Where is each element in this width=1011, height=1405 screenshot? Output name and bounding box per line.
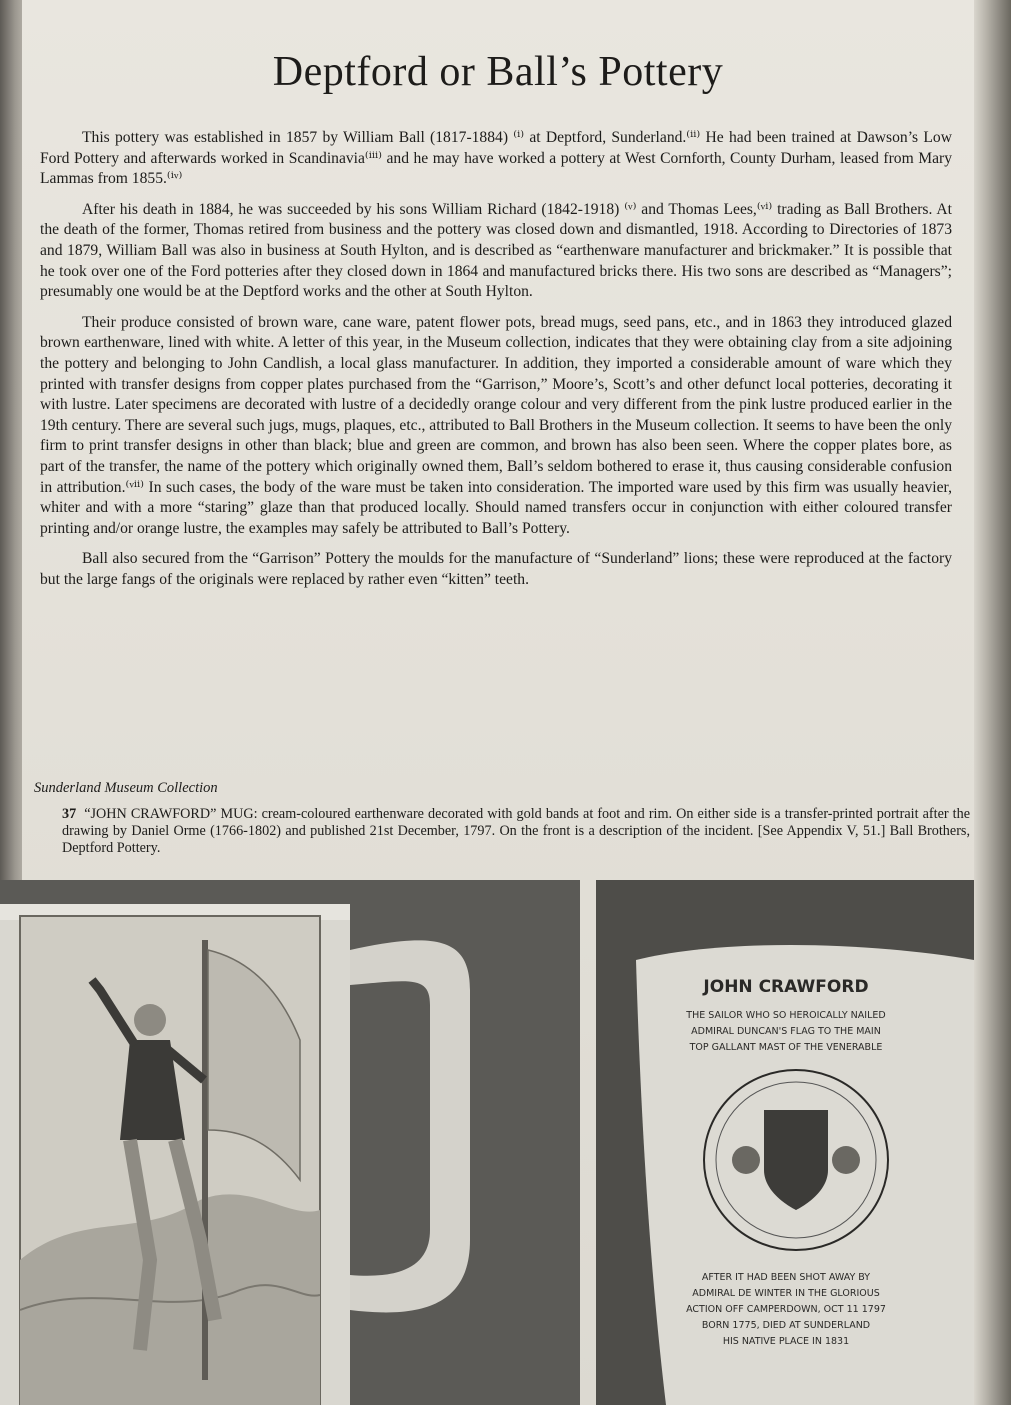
mug-portrait-illustration bbox=[0, 880, 580, 1405]
paragraph-1: This pottery was established in 1857 by William Ball (1817-1884) ⁽ⁱ⁾ at Deptford, Sunderland.⁽ⁱⁱ⁾ He had been trained at Dawson’s Low Ford Pottery and afterwards worked in Scandinavia⁽ⁱⁱⁱ⁾ and he may have worked a pottery at West Cornforth, County Durham, leased from Mary Lammas from 1855.⁽ⁱᵛ⁾ bbox=[40, 129, 952, 188]
mug-bottom-line-5: HIS NATIVE PLACE IN 1831 bbox=[722, 1336, 850, 1347]
mug-inscription-illustration bbox=[596, 880, 974, 1405]
paragraph-4: Ball also secured from the “Garrison” Pottery the moulds for the manufacture of “Sunderland” lions; these were reproduced at the factory but the large fangs of the originals were replaced by rather even “kitten” teeth. bbox=[40, 550, 952, 588]
mug-top-line-3: TOP GALLANT MAST OF THE VENERABLE bbox=[689, 1042, 883, 1053]
body-text bbox=[40, 128, 952, 600]
figure-caption bbox=[62, 806, 970, 857]
paragraph-2: After his death in 1884, he was succeeded by his sons William Richard (1842-1918) ⁽ᵛ⁾ and Thomas Lees,⁽ᵛⁱ⁾ trading as Ball Brothers. At the death of the former, Thomas retired from business and the pottery was closed down and dismantled, 1918. According to Directories of 1873 and 1879, William Ball was also in business at South Hylton, and is described as “earthenware manufacturer and brickmaker.” It is possible that he took over one of the Ford potteries after they closed down in 1864 and manufactured bricks there. His two sons are described as “Managers”; presumably one would be at the Deptford works and the other at South Hylton. bbox=[40, 200, 952, 301]
mug-bottom-line-1: AFTER IT HAD BEEN SHOT AWAY BY bbox=[701, 1272, 871, 1283]
paragraph-3: Their produce consisted of brown ware, cane ware, patent flower pots, bread mugs, seed pans, etc., and in 1863 they introduced glazed brown earthenware, lined with white. A letter of this year, in the Museum collection, indicates that they were obtaining clay from a site adjoining the pottery and belonging to John Candlish, a local glass manufacturer. In addition, they imported a considerable amount of ware which they printed with transfer designs from copper plates purchased from the “Garrison,” Moore’s, Scott’s and other defunct local potteries, decorating it with lustre. Later specimens are decorated with lustre of a decidedly orange colour and very different from the pink lustre produced earlier in the 19th century. There are several such jugs, mugs, plaques, etc., attributed to Ball Brothers in the Museum collection. It seems to have been the only firm to print transfer designs in other than black; blue and green are common, and brown has also been seen. Where the copper plates bore, as part of the transfer, the name of the pottery which originally owned them, Ball’s seldom bothered to erase it, thus causing considerable confusion in attribution.⁽ᵛⁱⁱ⁾ In such cases, the body of the ware must be taken into consideration. The imported ware used by this firm was usually heavier, whiter and with a more “staring” glaze than that produced locally. Should named transfers occur in conjunction with either coloured transfer printing and/or orange lustre, the examples may safely be attributed to Ball’s Pottery. bbox=[40, 313, 952, 537]
mug-bottom-line-2: ADMIRAL DE WINTER IN THE GLORIOUS bbox=[692, 1288, 880, 1299]
mug-top-line-1: THE SAILOR WHO SO HEROICALLY NAILED bbox=[686, 1010, 886, 1021]
facing-page-edge bbox=[969, 0, 1011, 1405]
mug-bottom-line-4: BORN 1775, DIED AT SUNDERLAND bbox=[701, 1320, 871, 1331]
mug-portrait-photo bbox=[0, 880, 580, 1405]
figure-caption-text: “JOHN CRAWFORD” MUG: cream-coloured earthenware decorated with gold bands at foot and rim. On either side is a transfer-printed portrait after the drawing by Daniel Orme (1766-1802) and published 21st December, 1797. On the front is a description of the incident. [See Appendix V, 51.] Ball Brothers, Deptford Pottery. bbox=[62, 806, 970, 856]
mug-name-text: JOHN CRAWFORD bbox=[703, 977, 869, 997]
collection-label: Sunderland Museum Collection bbox=[34, 780, 218, 796]
page-title: Deptford or Ball’s Pottery bbox=[272, 49, 724, 95]
figure-number: 37 bbox=[62, 806, 77, 822]
book-page bbox=[22, 0, 974, 1405]
mug-bottom-line-3: ACTION OFF CAMPERDOWN, OCT 11 1797 bbox=[686, 1304, 886, 1315]
mug-top-line-2: ADMIRAL DUNCAN'S FLAG TO THE MAIN bbox=[691, 1026, 881, 1037]
mug-inscription-photo bbox=[596, 880, 974, 1405]
